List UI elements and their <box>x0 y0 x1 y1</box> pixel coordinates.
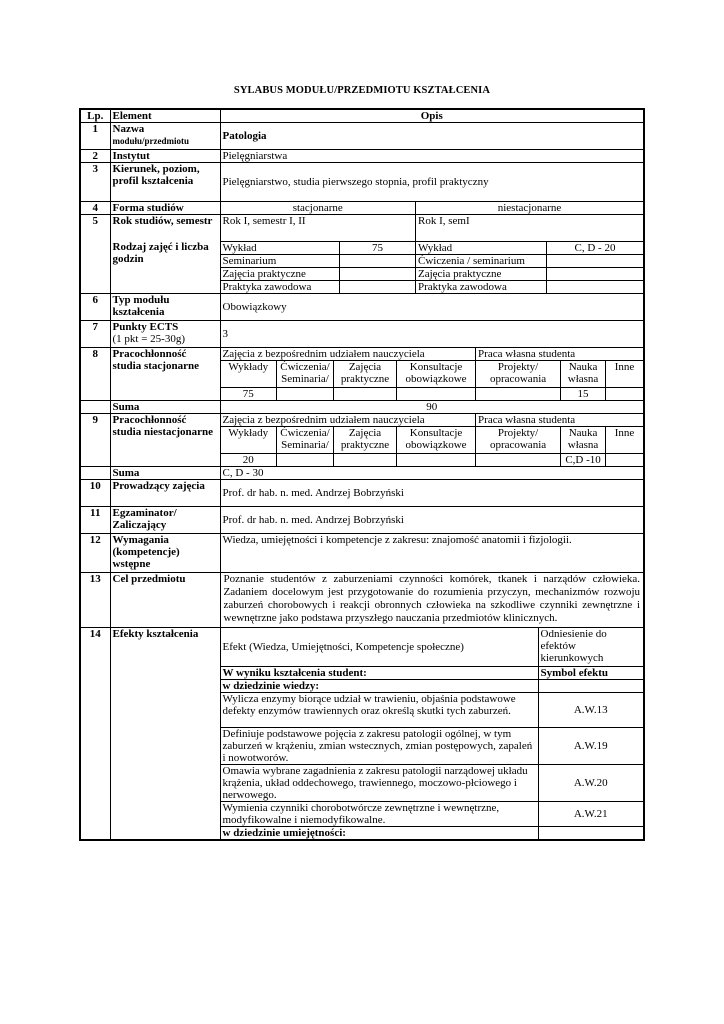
row-sum-stacj <box>80 401 644 414</box>
val-zajecia <box>334 388 397 401</box>
col-konsultacje: Konsultacje obowiązkowe <box>397 427 476 454</box>
hours-praktyka2: Praktyka zawodowa <box>416 281 547 294</box>
row-label: Cel przedmiotu <box>110 573 220 628</box>
row-lp: 9 <box>80 414 110 467</box>
row-objective <box>80 573 644 628</box>
effect-code: A.W.19 <box>538 728 644 765</box>
val-nauka: 15 <box>561 388 606 401</box>
requirements-value: Wiedza, umiejętności i kompetencje z zakresu: znajomość anatomii i fizjologii. <box>220 534 644 573</box>
hours-wyklad-value: 75 <box>340 242 416 255</box>
row-label: Kierunek, poziom, profil kształcenia <box>110 163 220 202</box>
effects-col-effect: Efekt (Wiedza, Umiejętności, Kompetencje społeczne) <box>220 628 538 667</box>
effect-code: A.W.20 <box>538 765 644 802</box>
row-lp: 3 <box>80 163 110 202</box>
row-label: Instytut <box>110 150 220 163</box>
row-lp: 10 <box>80 480 110 507</box>
effect-code: A.W.21 <box>538 802 644 827</box>
row-label: Typ modułu kształcenia <box>110 294 220 321</box>
row-lp: 12 <box>80 534 110 573</box>
workload-own: Praca własna studenta <box>476 414 643 427</box>
row-name <box>80 123 644 150</box>
row-lp: 14 <box>80 628 110 841</box>
label-nazwa-sub: modułu/przedmiotu <box>112 136 190 146</box>
effect-text: Wymienia czynniki chorobotwórcze zewnętrzne i wewnętrzne, modyfikowalne i niemodyfikowalne. <box>220 802 538 827</box>
field-value: Pielęgniarstwo, studia pierwszego stopnia, profil praktyczny <box>220 163 644 202</box>
effect-text: Definiuje podstawowe pojęcia z zakresu patologii ogólnej, w tym zaburzeń w krążeniu, zmian wstecznych, zmian postępowych, zapaleń i nowotworów. <box>220 728 538 765</box>
row-label: Wymagania (kompetencje) wstępne <box>110 534 220 573</box>
effect-code: A.W.13 <box>538 693 644 728</box>
header-lp: Lp. <box>80 109 110 123</box>
hours-zajecia: Zajęcia praktyczne <box>221 268 340 281</box>
hours-praktyka2-value <box>547 281 644 294</box>
row-examiner <box>80 507 644 534</box>
year-stacj: Rok I, semestr I, II <box>221 215 416 242</box>
sum-label: Suma <box>110 401 220 414</box>
row-institute <box>80 150 644 163</box>
label-rok: Rok studiów, semestr <box>112 215 213 227</box>
header-row <box>80 109 644 123</box>
val-konsultacje <box>397 388 476 401</box>
val-wyklady: 20 <box>221 454 277 467</box>
col-zajecia: Zajęcia praktyczne <box>334 361 397 388</box>
row-lp: 13 <box>80 573 110 628</box>
row-ects <box>80 321 644 348</box>
row-study-form <box>80 202 644 215</box>
col-nauka: Nauka własna <box>561 361 606 388</box>
effects-symbol: Symbol efektu <box>538 667 644 680</box>
row-year <box>80 215 644 294</box>
val-cwiczenia <box>277 454 334 467</box>
hours-praktyka: Praktyka zawodowa <box>221 281 340 294</box>
hours-wyklad: Wykład <box>221 242 340 255</box>
row-workload-stacj <box>80 348 644 401</box>
hours-cwiczenia-value <box>547 255 644 268</box>
hours-cwiczenia: Ćwiczenia / seminarium <box>416 255 547 268</box>
col-wyklady: Wykłady <box>221 361 277 388</box>
ects-value: 3 <box>220 321 644 348</box>
hours-wyklad2-value: C, D - 20 <box>547 242 644 255</box>
hours-zajecia2: Zajęcia praktyczne <box>416 268 547 281</box>
workload-own: Praca własna studenta <box>476 348 643 361</box>
row-field <box>80 163 644 202</box>
label-rodzaj: Rodzaj zajęć i liczba godzin <box>112 241 209 265</box>
row-label: Prowadzący zajęcia <box>110 480 220 507</box>
sum-label: Suma <box>110 467 220 480</box>
year-niestacj: Rok I, semI <box>416 215 644 242</box>
row-lp: 6 <box>80 294 110 321</box>
effects-umiejetnosci-label: w dziedzinie umiejętności: <box>220 827 538 841</box>
col-cwiczenia: Ćwiczenia/ Seminaria/ <box>277 361 334 388</box>
row-lp: 8 <box>80 348 110 401</box>
effects-col-ref: Odniesienie do efektów kierunkowych <box>538 628 644 667</box>
header-opis: Opis <box>220 109 644 123</box>
row-label: Efekty kształcenia <box>110 628 220 841</box>
col-nauka: Nauka własna <box>561 427 606 454</box>
col-wyklady: Wykłady <box>221 427 277 454</box>
val-projekty <box>476 454 561 467</box>
module-type-value: Obowiązkowy <box>220 294 644 321</box>
col-projekty: Projekty/ opracowania <box>476 361 561 388</box>
workload-stacj-cells <box>220 348 644 401</box>
row-workload-niestacj <box>80 414 644 467</box>
workload-direct: Zajęcia z bezpośrednim udziałem nauczyciela <box>221 414 476 427</box>
lecturer-value: Prof. dr hab. n. med. Andrzej Bobrzyński <box>220 480 644 507</box>
row-effects-header <box>80 628 644 667</box>
effects-w-wyniku: W wyniku kształcenia student: <box>220 667 538 680</box>
subject-name: Patologia <box>220 123 644 150</box>
document-title: SYLABUS MODUŁU/PRZEDMIOTU KSZTAŁCENIA <box>233 85 491 96</box>
hours-wyklad2: Wykład <box>416 242 547 255</box>
col-projekty: Projekty/ opracowania <box>476 427 561 454</box>
row-lp <box>80 467 110 480</box>
val-inne <box>606 454 643 467</box>
row-module-type <box>80 294 644 321</box>
label-ects: Punkty ECTS <box>112 321 179 333</box>
row-label <box>110 215 220 294</box>
row-label: Pracochłonność studia niestacjonarne <box>110 414 220 467</box>
val-wyklady: 75 <box>221 388 277 401</box>
row-sum-niestacj <box>80 467 644 480</box>
form-stacjonarne: stacjonarne <box>221 202 416 214</box>
row-lp: 11 <box>80 507 110 534</box>
year-hours-cells <box>220 215 644 294</box>
row-lecturer <box>80 480 644 507</box>
label-ects-sub: (1 pkt = 25-30g) <box>112 333 185 345</box>
study-form-cells <box>220 202 644 215</box>
row-label <box>110 123 220 150</box>
val-konsultacje <box>397 454 476 467</box>
row-lp: 2 <box>80 150 110 163</box>
val-zajecia <box>334 454 397 467</box>
row-lp: 1 <box>80 123 110 150</box>
row-lp: 7 <box>80 321 110 348</box>
val-inne <box>606 388 643 401</box>
row-label <box>110 321 220 348</box>
syllabus-table <box>79 108 645 841</box>
workload-niestacj-cells <box>220 414 644 467</box>
effects-wiedza-label: w dziedzinie wiedzy: <box>220 680 538 693</box>
val-nauka: C,D -10 <box>561 454 606 467</box>
row-lp <box>80 401 110 414</box>
header-element: Element <box>110 109 220 123</box>
effects-umiejetnosci-empty <box>538 827 644 841</box>
row-label: Egzaminator/ Zaliczający <box>110 507 220 534</box>
row-label: Forma studiów <box>110 202 220 215</box>
examiner-value: Prof. dr hab. n. med. Andrzej Bobrzyński <box>220 507 644 534</box>
col-konsultacje: Konsultacje obowiązkowe <box>397 361 476 388</box>
sum-value: 90 <box>220 401 644 414</box>
effects-wiedza-empty <box>538 680 644 693</box>
institute-value: Pielęgniarstwa <box>220 150 644 163</box>
col-zajecia: Zajęcia praktyczne <box>334 427 397 454</box>
row-lp: 5 <box>80 215 110 294</box>
sum-value: C, D - 30 <box>220 467 644 480</box>
form-niestacjonarne: niestacjonarne <box>416 202 644 214</box>
workload-direct: Zajęcia z bezpośrednim udziałem nauczyciela <box>221 348 476 361</box>
hours-zajecia-value <box>340 268 416 281</box>
col-inne: Inne <box>606 427 643 454</box>
col-inne: Inne <box>606 361 643 388</box>
row-lp: 4 <box>80 202 110 215</box>
hours-zajecia2-value <box>547 268 644 281</box>
effect-text: Omawia wybrane zagadnienia z zakresu patologii narządowej układu krążenia, układ oddechowego, trawiennego, moczowo-płciowego i nerwowego. <box>220 765 538 802</box>
row-requirements <box>80 534 644 573</box>
val-projekty <box>476 388 561 401</box>
col-cwiczenia: Ćwiczenia/ Seminaria/ <box>277 427 334 454</box>
objective-value: Poznanie studentów z zaburzeniami czynności komórek, tkanek i narządów człowieka. Zadaniem docelowym jest przygotowanie do rozumienia przyczyn, mechanizmów rozwoju zaburzeń chorobowych i reakcji obronnych człowieka na szkodliwe czynniki zewnętrzne i wewnętrzne jako podstawa przyszłego nauczania przedmiotów klinicznych. <box>220 573 644 628</box>
effect-text: Wylicza enzymy biorące udział w trawieniu, objaśnia podstawowe defekty enzymów trawiennych oraz określą skutki tych zaburzeń. <box>220 693 538 728</box>
row-label: Pracochłonność studia stacjonarne <box>110 348 220 401</box>
val-cwiczenia <box>277 388 334 401</box>
hours-praktyka-value <box>340 281 416 294</box>
label-nazwa: Nazwa <box>112 123 145 135</box>
hours-seminarium: Seminarium <box>221 255 340 268</box>
hours-seminarium-value <box>340 255 416 268</box>
